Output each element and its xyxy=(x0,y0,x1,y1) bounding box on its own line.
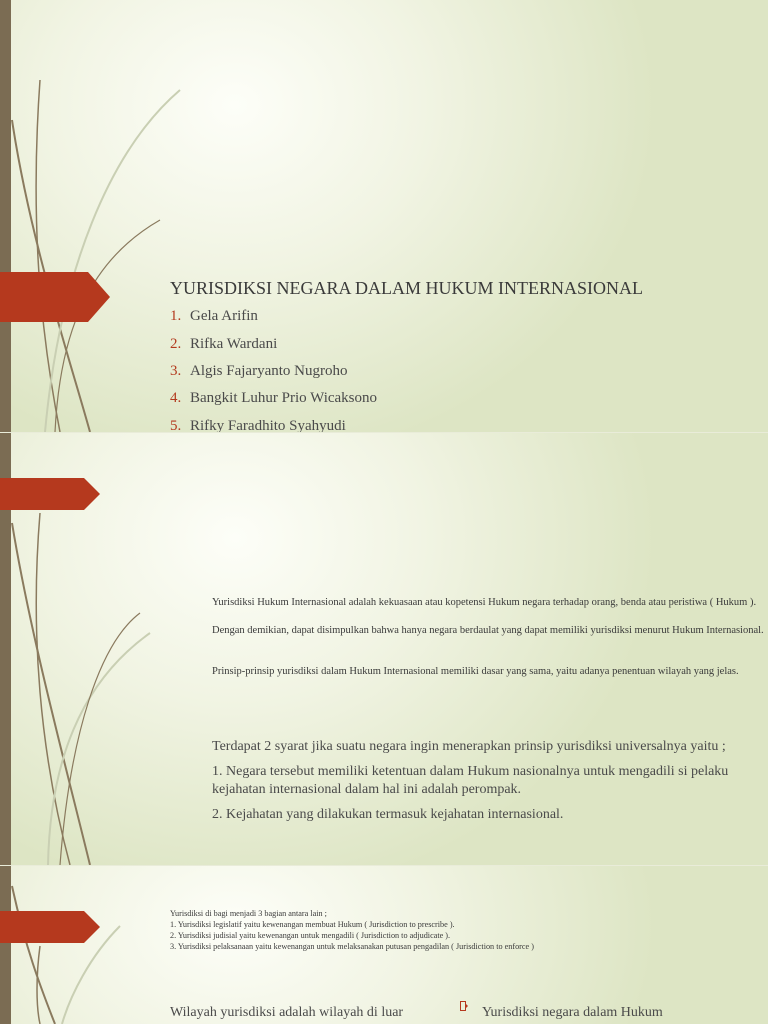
member-name: Algis Fajaryanto Nugroho xyxy=(190,362,348,379)
member-list xyxy=(170,303,377,432)
principle-paragraph: Prinsip-prinsip yurisdiksi dalam Hukum Internasional memiliki dasar yang sama, yaitu adanya penentuan wilayah yang jelas. xyxy=(212,666,739,677)
member-name: Bangkit Luhur Prio Wicaksono xyxy=(190,390,378,407)
arrow-tab-icon xyxy=(0,272,110,322)
presentation-title: YURISDIKSI NEGARA DALAM HUKUM INTERNASIONAL xyxy=(170,278,643,298)
member-name: Gela Arifin xyxy=(190,308,258,325)
member-item xyxy=(170,413,377,432)
member-item xyxy=(170,385,377,412)
member-number: 1. xyxy=(170,308,182,325)
bullet-text: Yurisdiksi negara dalam Hukum xyxy=(482,1005,663,1020)
requirements-intro: Terdapat 2 syarat jika suatu negara ingin menerapkan prinsip yurisdiksi universalnya yaitu ; xyxy=(212,739,726,754)
conclusion-paragraph: Dengan demikian, dapat disimpulkan bahwa hanya negara berdaulat yang dapat memiliki yurisdiksi menurut Hukum Internasional. xyxy=(212,625,764,636)
member-item xyxy=(170,358,377,385)
arrow-tab-icon xyxy=(0,478,100,510)
territory-text: Wilayah yurisdiksi adalah wilayah di luar xyxy=(170,1005,404,1020)
types-intro: Yurisdiksi di bagi menjadi 3 bagian antara lain ; xyxy=(170,909,327,918)
requirement-1: 1. Negara tersebut memiliki ketentuan dalam Hukum nasionalnya untuk mengadili si pelaku kejahatan internasional dalam hal ini adalah perompak. xyxy=(212,764,729,797)
type-enforcement: 3. Yurisdiksi pelaksanaan yaitu kewenangan untuk melaksanakan putusan pengadilan ( Jurisdiction to enforce ) xyxy=(170,942,534,951)
definition-paragraph: Yurisdiksi Hukum Internasional adalah kekuasaan atau kopetensi Hukum negara terhadap orang, benda atau peristiwa ( Hukum ). xyxy=(212,597,757,608)
member-name: Rifka Wardani xyxy=(190,335,278,352)
arrow-bullet-icon xyxy=(460,1001,468,1011)
type-judicial: 2. Yurisdiksi judisial yaitu kewenangan untuk mengadili ( Jurisdiction to adjudicate ). xyxy=(170,931,451,940)
member-name: Rifky Faradhito Syahyudi xyxy=(190,417,346,432)
member-number: 5. xyxy=(170,417,182,432)
member-item xyxy=(170,303,377,330)
member-number: 3. xyxy=(170,362,182,379)
requirement-2: 2. Kejahatan yang dilakukan termasuk kejahatan internasional. xyxy=(212,807,564,822)
slide-title xyxy=(0,0,768,432)
member-item xyxy=(170,330,377,357)
type-legislative: 1. Yurisdiksi legislatif yaitu kewenangan membuat Hukum ( Jurisdiction to prescribe ). xyxy=(170,920,455,929)
member-number: 4. xyxy=(170,390,182,407)
slide-definition xyxy=(0,433,768,865)
member-number: 2. xyxy=(170,335,182,352)
arrow-tab-icon xyxy=(0,911,100,943)
slide-types xyxy=(0,866,768,1024)
